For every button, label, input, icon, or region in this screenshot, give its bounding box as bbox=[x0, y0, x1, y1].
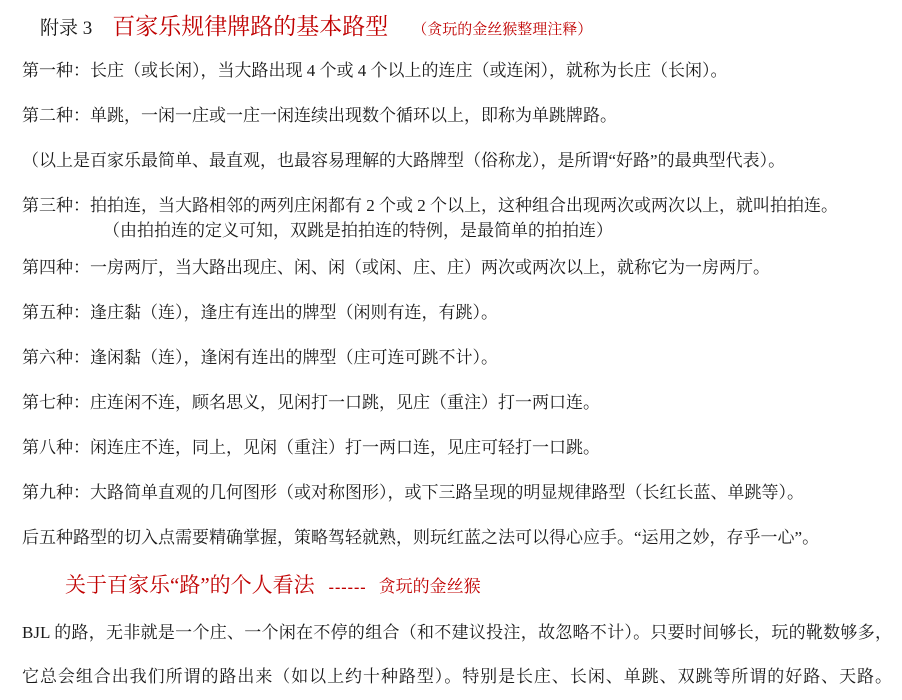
document-title bbox=[40, 12, 892, 42]
paragraph-pattern-2: 第二种：单跳，一闲一庄或一庄一闲连续出现数个循环以上，即称为单跳牌路。 bbox=[22, 106, 617, 125]
title-annotation: （贪玩的金丝猴整理注释） bbox=[412, 22, 593, 38]
paragraph-note-good-roads: （以上是百家乐最简单、最直观，也最容易理解的大路牌型（俗称龙），是所谓“好路”的最典型代表）。 bbox=[22, 151, 786, 170]
paragraph-pattern-1: 第一种：长庄（或长闲），当大路出现 4 个或 4 个以上的连庄（或连闲），就称为长庄（长闲）。 bbox=[22, 61, 728, 80]
subheading-dashes: ------ bbox=[328, 579, 367, 596]
main-title: 百家乐规律牌路的基本路型 bbox=[112, 14, 389, 39]
paragraph-pattern-8: 第八种：闲连庄不连，同上，见闲（重注）打一两口连，见庄可轻打一口跳。 bbox=[22, 438, 600, 457]
paragraph-pattern-9: 第九种：大路简单直观的几何图形（或对称图形），或下三路呈现的明显规律路型（长红长蓝、单跳等）。 bbox=[22, 483, 804, 502]
paragraph-pattern-5: 第五种：逢庄黏（连），逢庄有连出的牌型（闲则有连，有跳）。 bbox=[22, 303, 498, 322]
paragraph-summary-last-five: 后五种路型的切入点需要精确掌握，策略驾轻就熟，则玩红蓝之法可以得心应手。“运用之妙，存乎一心”。 bbox=[22, 528, 820, 547]
closing-paragraph-line-2: 它总会组合出我们所谓的路出来（如以上约十种路型）。特别是长庄、长闲、单跳、双跳等所谓的好路、天路。 bbox=[22, 667, 892, 686]
paragraph-pattern-4: 第四种：一房两厅，当大路出现庄、闲、闲（或闲、庄、庄）两次或两次以上，就称它为一房两厅。 bbox=[22, 258, 770, 277]
paragraph-pattern-3-note: （由拍拍连的定义可知，双跳是拍拍连的特例，是最简单的拍拍连） bbox=[103, 221, 613, 240]
subheading-author: 贪玩的金丝猴 bbox=[378, 577, 481, 596]
appendix-number: 附录 3 bbox=[40, 18, 93, 39]
closing-paragraph-line-1: BJL 的路，无非就是一个庄、一个闲在不停的组合（和不建议投注，故忽略不计）。只要时间够长，玩的靴数够多， bbox=[22, 623, 892, 642]
paragraph-pattern-7: 第七种：庄连闲不连，顾名思义，见闲打一口跳，见庄（重注）打一两口连。 bbox=[22, 393, 600, 412]
section-subheading bbox=[65, 570, 892, 600]
paragraph-pattern-3: 第三种：拍拍连，当大路相邻的两列庄闲都有 2 个或 2 个以上，这种组合出现两次或两次以上，就叫拍拍连。 bbox=[22, 196, 838, 215]
subheading-title: 关于百家乐“路”的个人看法 bbox=[65, 573, 315, 597]
paragraph-pattern-6: 第六种：逢闲黏（连），逢闲有连出的牌型（庄可连可跳不计）。 bbox=[22, 348, 498, 367]
